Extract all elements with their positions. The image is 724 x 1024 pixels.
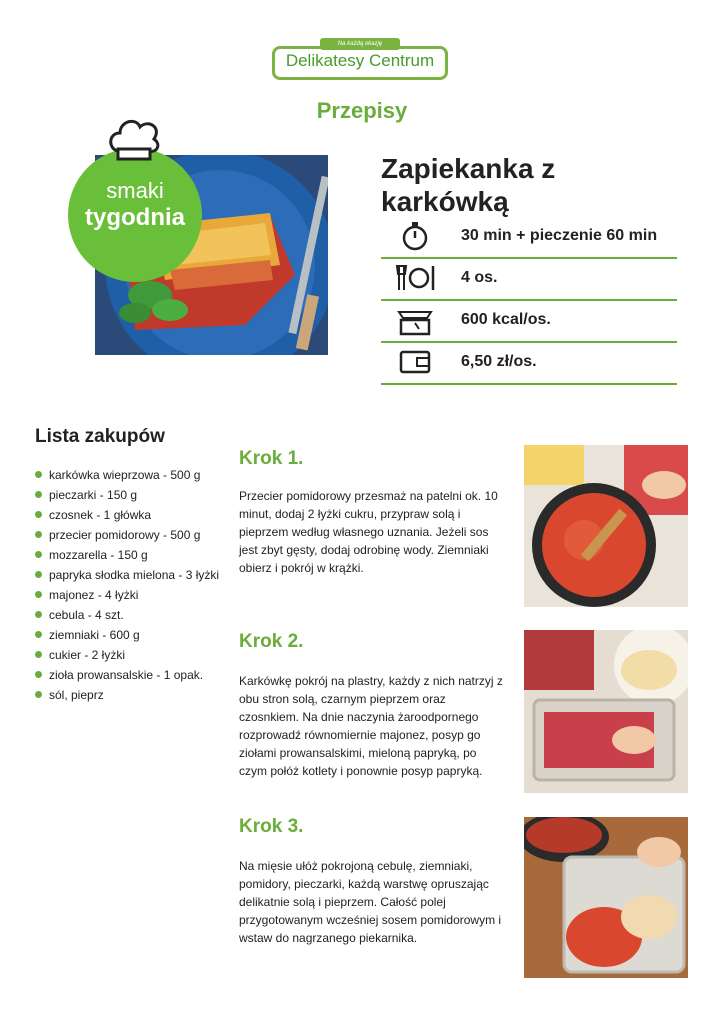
badge-line1: smaki (106, 178, 164, 203)
list-item: cukier - 2 łyżki (35, 646, 225, 664)
list-item: ziemniaki - 600 g (35, 626, 225, 644)
step-1-title: Krok 1. (239, 448, 304, 469)
logo-tagline: Na każdą okazję (320, 38, 400, 50)
info-calories (381, 300, 677, 343)
step-3-title: Krok 3. (239, 816, 304, 837)
recipe-title: Zapiekanka z karkówką (381, 153, 556, 217)
list-item: cebula - 4 szt. (35, 606, 225, 624)
step-3-text: Na mięsie ułóż pokrojoną cebulę, ziemniaki, pomidory, pieczarki, każdą warstwę opruszając delikatnie solą i pieprzem. Całość polej przygotowanym wcześniej sosem pomidorowym i wstaw do nagrzanego piekarnika. (239, 859, 502, 945)
info-time-text: 30 min + pieczenie 60 min (461, 227, 658, 244)
info-servings (381, 258, 677, 301)
step-3-photo (524, 817, 688, 978)
cutlery-plate-icon (395, 262, 435, 294)
wallet-icon (395, 346, 435, 378)
step-2-text: Karkówkę pokrój na plastry, każdy z nich natrzyj z obu stron solą, czarnym pieprzem oraz czosnkiem. Na dnie naczynia żaroodpornego rozprowadź równomiernie majonez, posyp go ziołami prowansalskimi, mieloną papryką, po czym połóż kotlety i ponownie posyp papryką. (239, 674, 503, 778)
step-2-photo (524, 630, 688, 793)
step-1-text: Przecier pomidorowy przesmaż na patelni ok. 10 minut, dodaj 2 łyżki cukru, przypraw solą i pieprzem według własnego uznania. Jeżeli sos jest zbyt gęsty, dodaj odrobinę wody. Ziemniaki obierz i pokrój w krążki. (239, 489, 498, 575)
info-cost (381, 342, 677, 385)
list-item: zioła prowansalskie - 1 opak. (35, 666, 225, 684)
info-cost-text: 6,50 zł/os. (461, 353, 537, 370)
shopping-list (35, 466, 225, 706)
brand-logo (272, 38, 448, 82)
list-item: papryka słodka mielona - 3 łyżki (35, 566, 225, 584)
info-servings-text: 4 os. (461, 269, 498, 286)
list-item: pieczarki - 150 g (35, 486, 225, 504)
logo-name: Delikatesy Centrum (285, 51, 435, 70)
section-title: Przepisy (316, 98, 408, 123)
info-calories-text: 600 kcal/os. (461, 311, 551, 328)
scale-icon (395, 304, 435, 336)
step-1-photo (524, 445, 688, 607)
shopping-list-title: Lista zakupów (35, 426, 165, 447)
list-item: przecier pomidorowy - 500 g (35, 526, 225, 544)
info-time (381, 216, 677, 259)
smaki-tygodnia-badge (68, 148, 202, 282)
list-item: majonez - 4 łyżki (35, 586, 225, 604)
stopwatch-icon (395, 220, 435, 252)
badge-line2: tygodnia (85, 204, 185, 231)
list-item: czosnek - 1 główka (35, 506, 225, 524)
list-item: sól, pieprz (35, 686, 225, 704)
chef-hat-icon (106, 117, 162, 163)
list-item: karkówka wieprzowa - 500 g (35, 466, 225, 484)
step-2-title: Krok 2. (239, 631, 304, 652)
list-item: mozzarella - 150 g (35, 546, 225, 564)
